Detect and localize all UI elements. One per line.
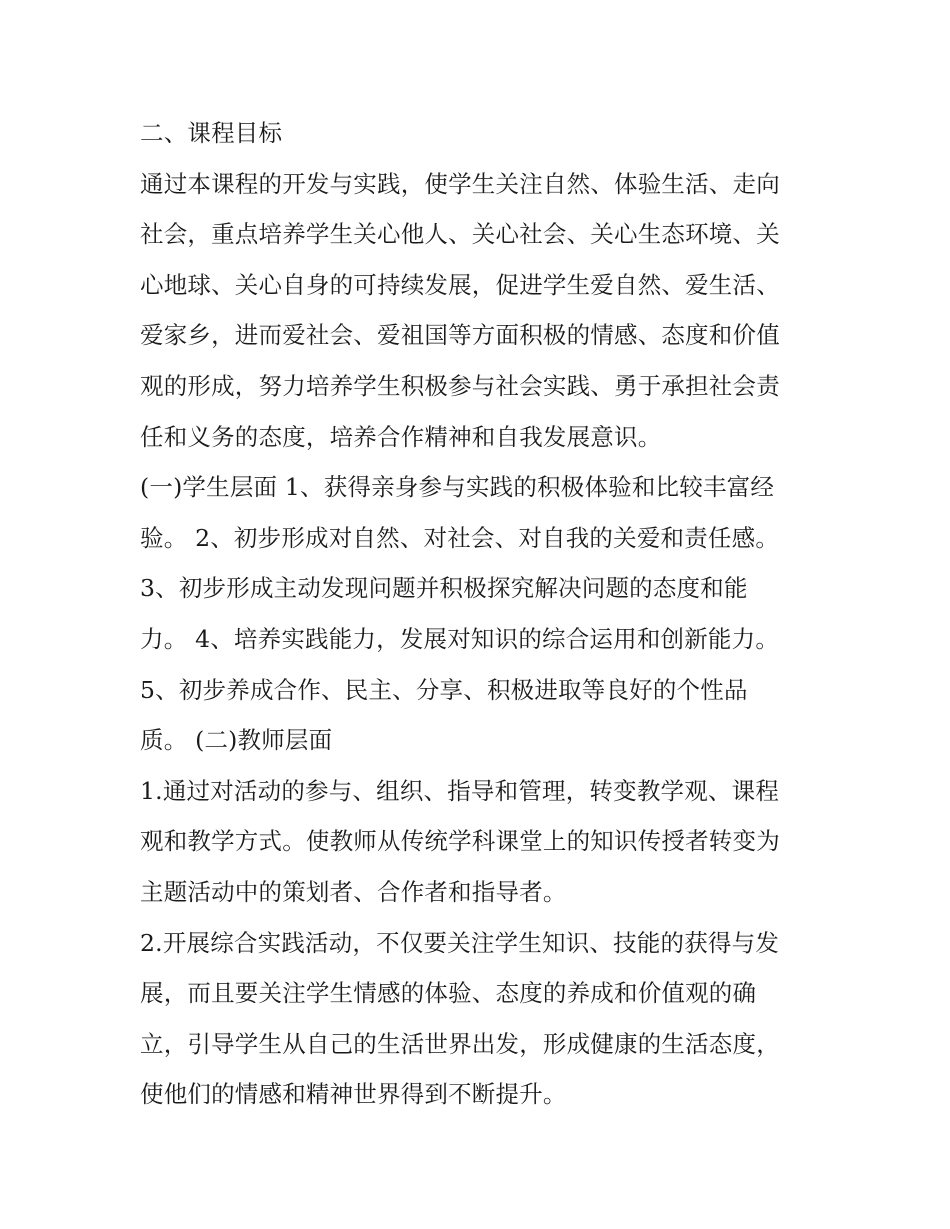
- text-line: 力。 4、培养实践能力，发展对知识的综合运用和创新能力。: [140, 624, 780, 653]
- text-line: 观的形成，努力培养学生积极参与社会实践、勇于承担社会责: [140, 371, 780, 400]
- text-line: (一)学生层面 1、获得亲身参与实践的积极体验和比较丰富经: [140, 473, 775, 502]
- text-line: 心地球、关心自身的可持续发展，促进学生爱自然、爱生活、: [140, 270, 780, 299]
- text-line: 主题活动中的策划者、合作者和指导者。: [140, 877, 567, 906]
- text-line: 5、初步养成合作、民主、分享、积极进取等良好的个性品: [140, 675, 748, 704]
- text-line: 验。 2、初步形成对自然、对社会、对自我的关爱和责任感。: [140, 523, 780, 552]
- text-line: 使他们的情感和精神世界得到不断提升。: [140, 1080, 567, 1109]
- text-line: 爱家乡，进而爱社会、爱祖国等方面积极的情感、态度和价值: [140, 321, 780, 350]
- text-line: 立，引导学生从自己的生活世界出发，形成健康的生活态度，: [140, 1029, 780, 1058]
- document-body: [140, 108, 830, 1120]
- section-heading: 二、课程目标: [140, 119, 283, 147]
- text-line: 1.通过对活动的参与、组织、指导和管理，转变教学观、课程: [140, 776, 780, 805]
- text-line: 社会，重点培养学生关心他人、关心社会、关心生态环境、关: [140, 220, 780, 249]
- text-line: 观和教学方式。使教师从传统学科课堂上的知识传授者转变为: [140, 827, 780, 856]
- text-line: 3、初步形成主动发现问题并积极探究解决问题的态度和能: [140, 574, 748, 603]
- text-line: 展，而且要关注学生情感的体验、态度的养成和价值观的确: [140, 979, 757, 1008]
- text-line: 通过本课程的开发与实践，使学生关注自然、体验生活、走向: [140, 169, 780, 198]
- text-line: 2.开展综合实践活动，不仅要关注学生知识、技能的获得与发: [140, 928, 780, 957]
- text-line: 质。 (二)教师层面: [140, 726, 333, 755]
- text-line: 任和义务的态度，培养合作精神和自我发展意识。: [140, 422, 662, 451]
